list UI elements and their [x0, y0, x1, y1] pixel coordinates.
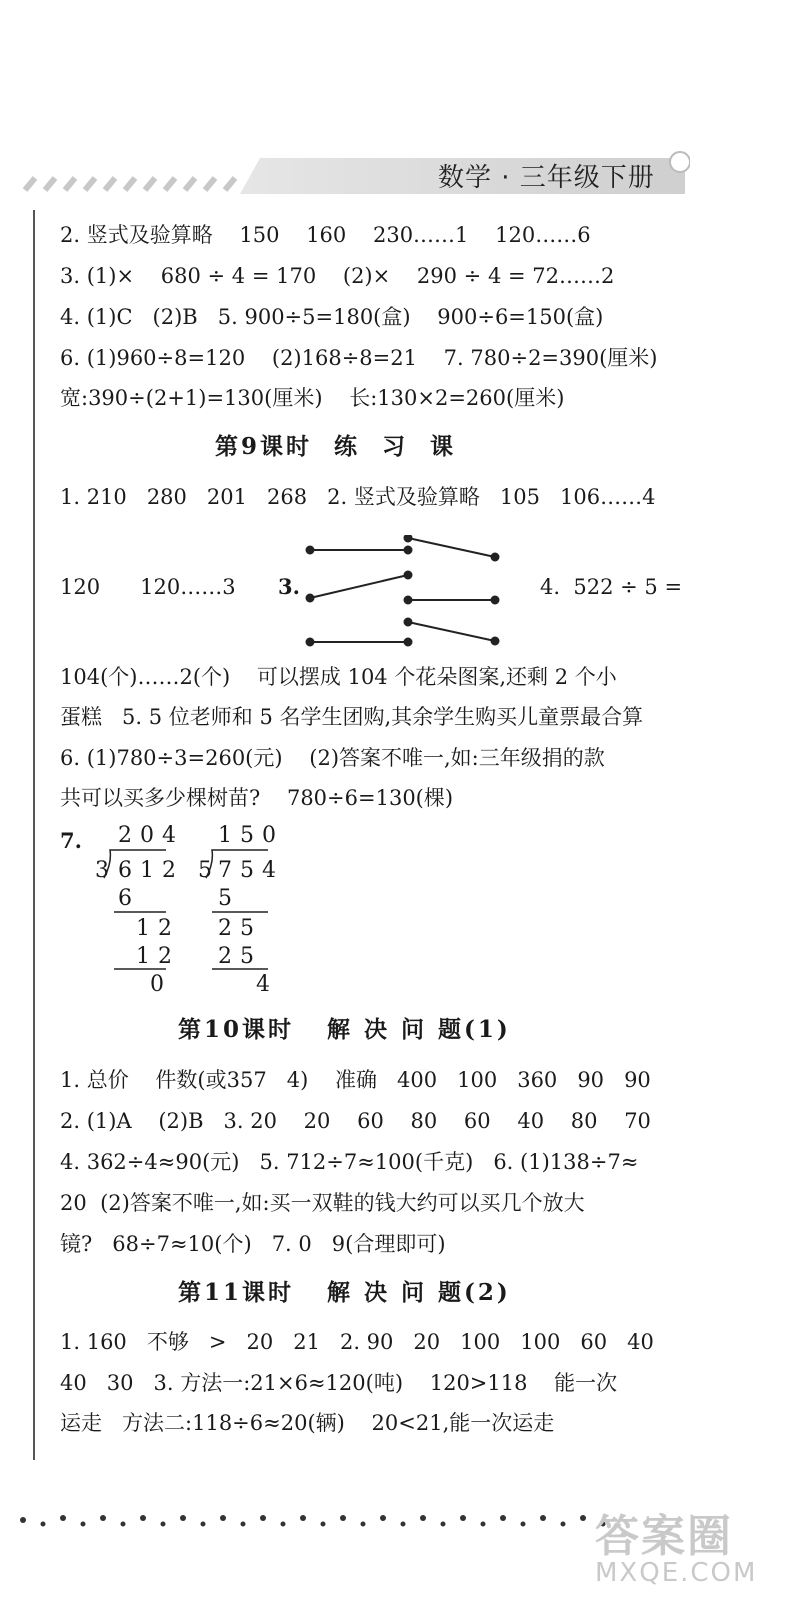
watermark-url: MXQE.COM	[595, 1558, 758, 1588]
div1-quotient: 204	[118, 823, 184, 848]
div1-step-2: 12	[136, 916, 180, 941]
s9-q4-text: 4. 522 ÷ 5 =	[540, 575, 683, 599]
div2-remainder: 4	[256, 972, 278, 997]
div1-lines	[100, 848, 180, 973]
s10-line-5: 镜? 68÷7≈10(个) 7. 0 9(合理即可)	[60, 1232, 446, 1256]
answer-line-4-5: 4. (1)C (2)B 5. 900÷5=180(盒) 900÷6=150(盒)	[60, 305, 604, 329]
s9-line-1: 1. 210 280 201 268 2. 竖式及验算略 105 106……4	[60, 485, 656, 509]
div2-divisor: 5	[198, 858, 220, 883]
s11-line-3: 运走 方法二:118÷6≈20(辆) 20<21,能一次运走	[60, 1411, 555, 1435]
div1-step-3: 12	[136, 944, 180, 969]
s11-line-1: 1. 160 不够 > 20 21 2. 90 20 100 100 60 40	[60, 1330, 654, 1354]
div2-step-1: 5	[218, 886, 240, 911]
footer-dot-border	[15, 1500, 625, 1540]
div2-step-3: 25	[218, 944, 262, 969]
watermark	[585, 1500, 780, 1595]
answer-line-2: 2. 竖式及验算略 150 160 230……1 120……6	[60, 223, 591, 247]
div2-quotient: 150	[218, 823, 284, 848]
div1-step-1: 6	[118, 886, 140, 911]
s11-line-2: 40 30 3. 方法一:21×6≈120(吨) 120>118 能一次	[60, 1371, 618, 1395]
s9-line-2-left: 120 120……3	[60, 575, 236, 599]
div2-dividend: 754	[218, 858, 284, 883]
watermark-logo-text: 答案圈	[595, 1511, 733, 1562]
div2-step-2: 25	[218, 916, 262, 941]
s9-q3-label: 3.	[278, 574, 300, 599]
answer-line-width-length: 宽:390÷(2+1)=130(厘米) 长:130×2=260(厘米)	[60, 386, 565, 410]
div1-remainder: 0	[150, 972, 172, 997]
s9-line-4: 蛋糕 5. 5 位老师和 5 名学生团购,其余学生购买儿童票最合算	[60, 705, 644, 729]
s9-line-5: 6. (1)780÷3=260(元) (2)答案不唯一,如:三年级捐的款	[60, 746, 605, 770]
section-title-lesson-11: 第11课时 解 决 问 题(2)	[178, 1279, 511, 1306]
s10-line-1: 1. 总价 件数(或357 4) 准确 400 100 360 90 90	[60, 1068, 651, 1092]
div1-divisor: 3	[95, 858, 117, 883]
matching-diagram	[300, 535, 510, 660]
s9-line-3: 104(个)……2(个) 可以摆成 104 个花朵图案,还剩 2 个小	[60, 665, 617, 689]
answer-line-3: 3. (1)× 680 ÷ 4 = 170 (2)× 290 ÷ 4 = 72……2	[60, 264, 615, 288]
section-title-lesson-10: 第10课时 解 决 问 题(1)	[178, 1016, 511, 1043]
s9-line-6: 共可以买多少棵树苗? 780÷6=130(棵)	[60, 786, 454, 810]
s10-line-4: 20 (2)答案不唯一,如:买一双鞋的钱大约可以买几个放大	[60, 1191, 585, 1215]
div1-dividend: 612	[118, 858, 184, 883]
section-title-lesson-9: 第9课时 练 习 课	[215, 433, 457, 460]
page-header-title: 数学 · 三年级下册	[438, 163, 655, 193]
answer-line-6-7: 6. (1)960÷8=120 (2)168÷8=21 7. 780÷2=390(厘米)	[60, 346, 658, 370]
s10-line-3: 4. 362÷4≈90(元) 5. 712÷7≈100(千克) 6. (1)138÷7≈	[60, 1150, 639, 1174]
s10-line-2: 2. (1)A (2)B 3. 20 20 60 80 60 40 80 70	[60, 1109, 651, 1133]
s9-q7-label: 7.	[60, 828, 82, 853]
margin-rule	[33, 210, 35, 1460]
div2-lines	[202, 848, 282, 973]
